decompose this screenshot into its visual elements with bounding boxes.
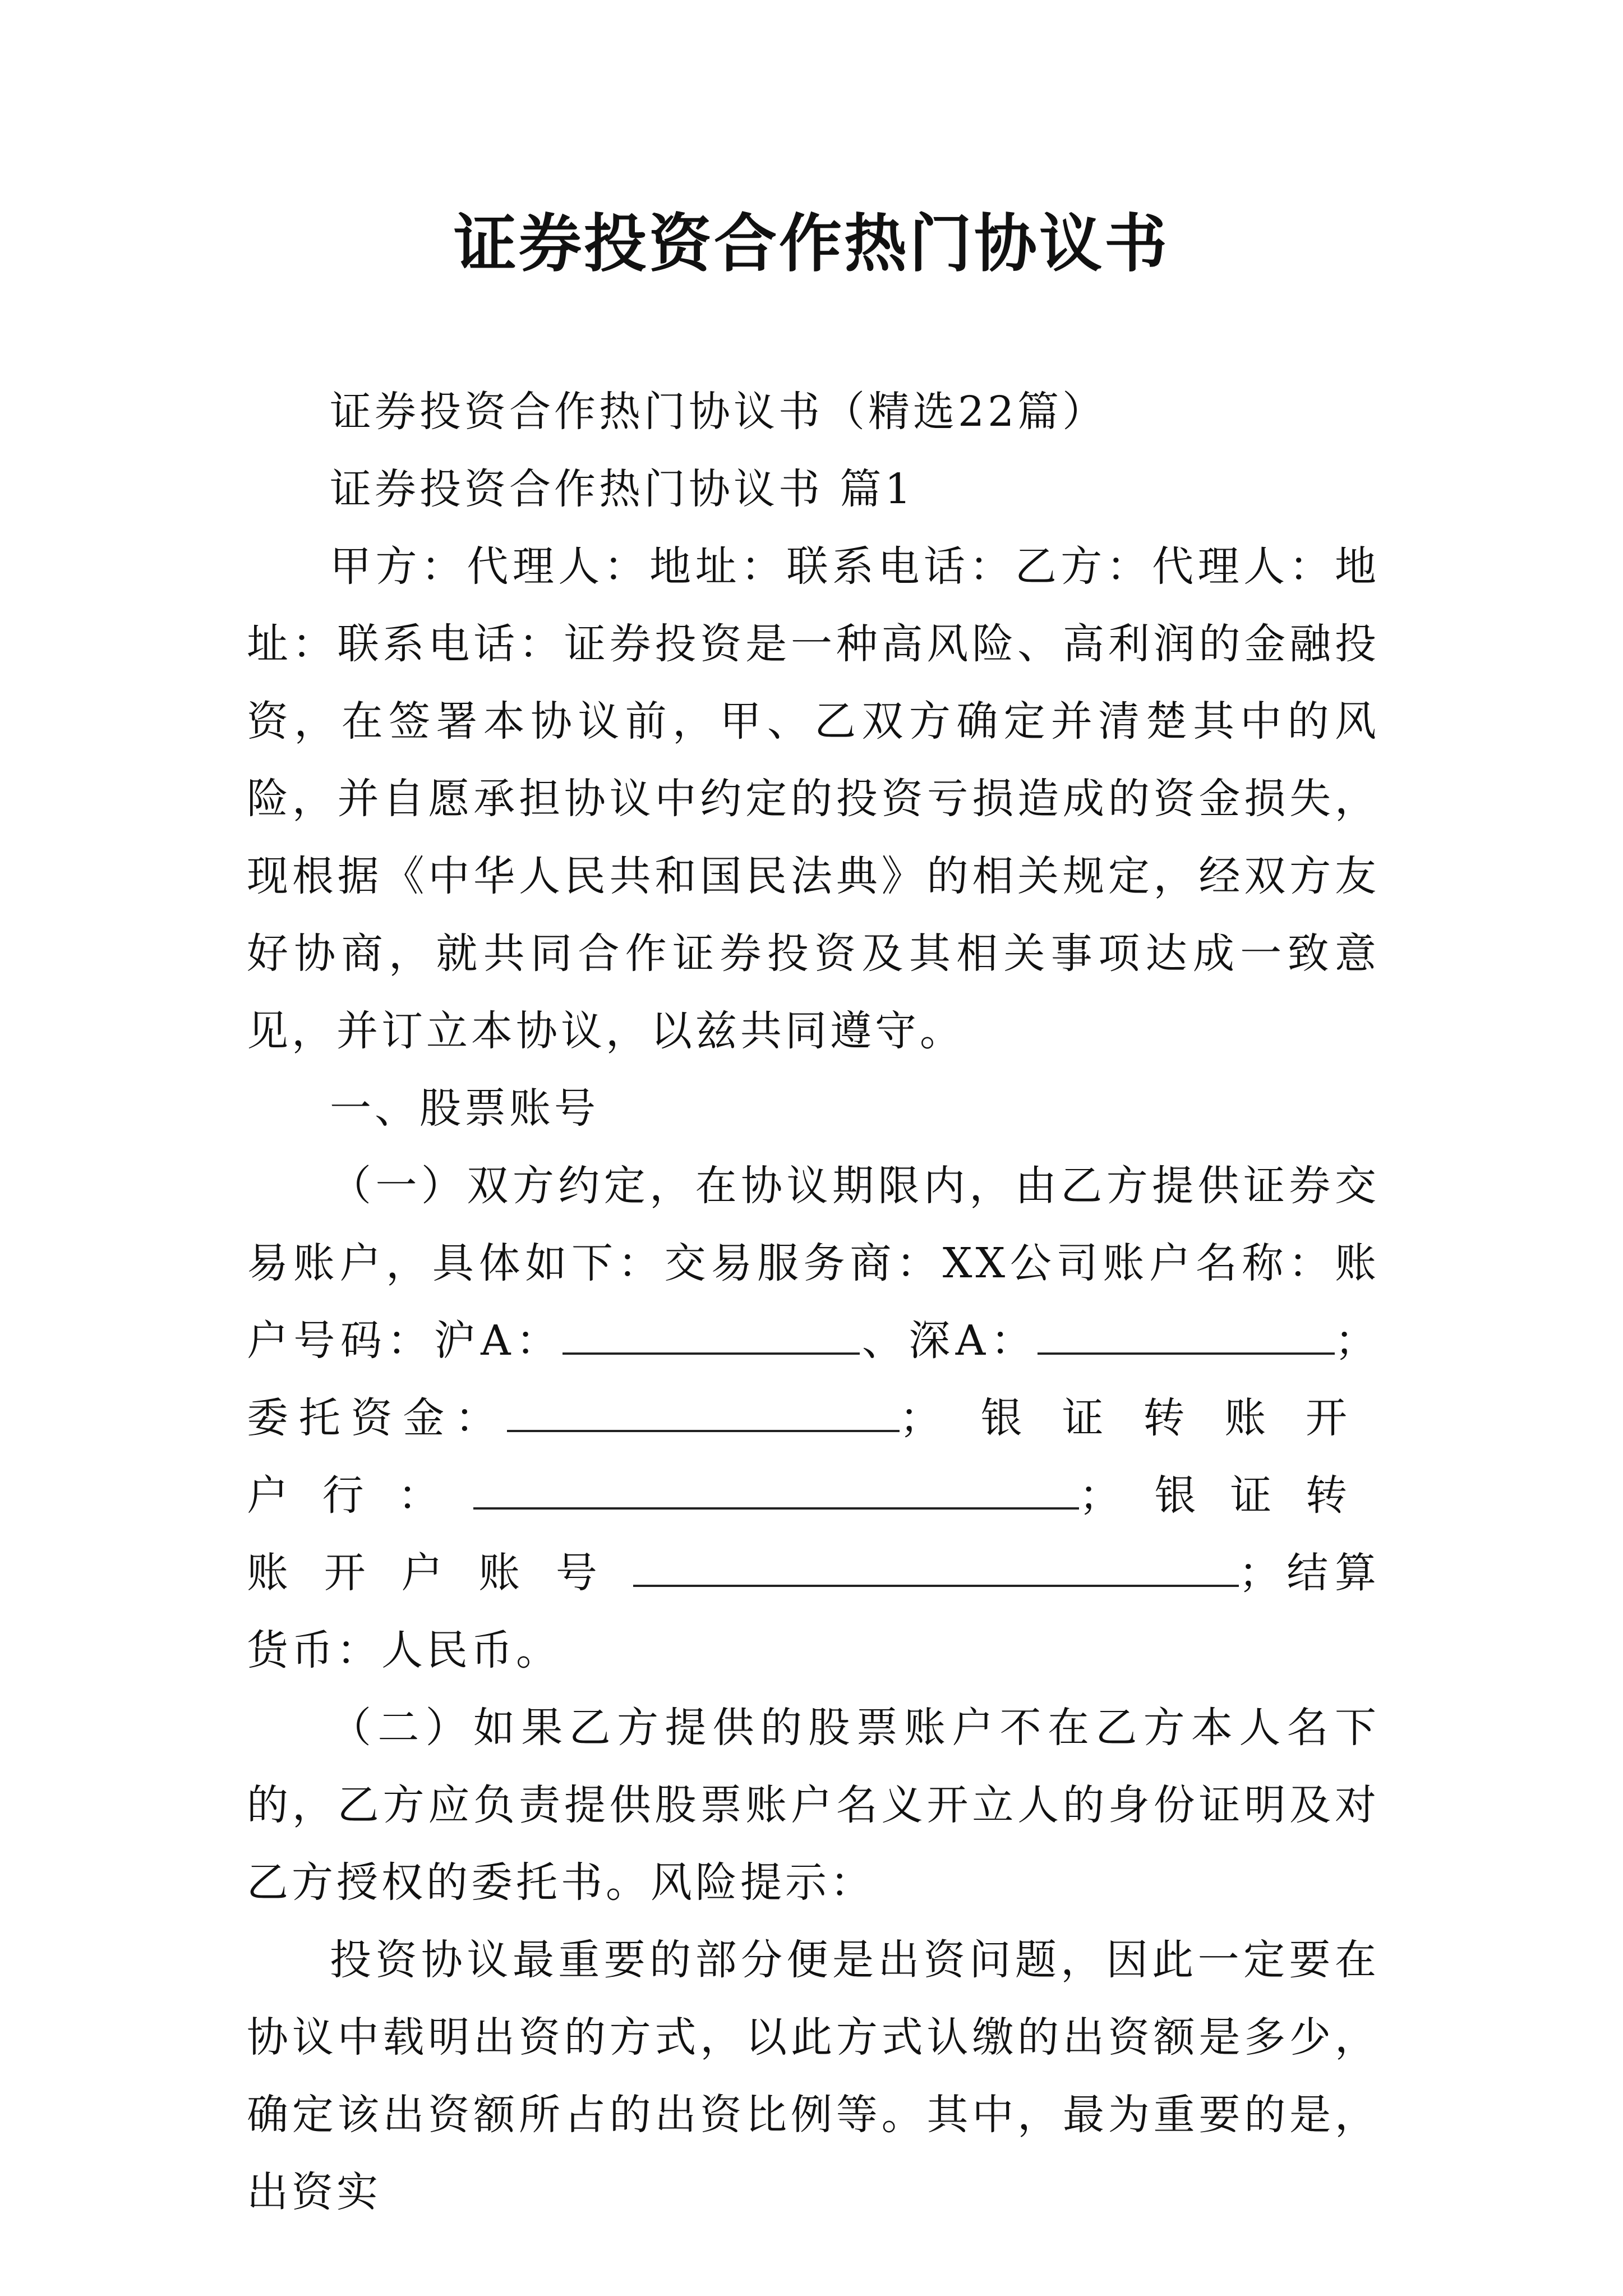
clause-1-text-d: ；银证转账开户行： bbox=[247, 1394, 1380, 1520]
clause-3-paragraph: 投资协议最重要的部分便是出资问题，因此一定要在协议中载明出资的方式，以此方式认缴的出资额是多少，确定该出资额所占的出资比例等。其中，最为重要的是，出资实 bbox=[247, 1936, 1380, 2216]
clause-1-text-a: （一）双方约定，在协议期限内，由乙方提供证券交易账户，具体如下：交易服务商：XX公司账户名称：账户号码：沪A： bbox=[247, 1162, 1380, 1365]
clause-1-text-f: ；结算货币：人民币。 bbox=[247, 1549, 1380, 1674]
blank-transfer-account-number bbox=[633, 1545, 1239, 1587]
document-body bbox=[247, 373, 1380, 2231]
clause-2-paragraph: （二）如果乙方提供的股票账户不在乙方本人名下的，乙方应负责提供股票账户名义开立人的身份证明及对乙方授权的委托书。风险提示： bbox=[247, 1704, 1380, 1907]
document-title: 证券投资合作热门协议书 bbox=[454, 207, 1169, 280]
section-heading: 证券投资合作热门协议书 篇1 bbox=[330, 465, 915, 513]
clause-1-text-e: ；银证转账开户账号 bbox=[247, 1471, 1380, 1597]
clause-1-paragraph bbox=[247, 1147, 1380, 1689]
blank-sh-a-account bbox=[562, 1313, 860, 1355]
blank-entrusted-funds bbox=[507, 1391, 900, 1432]
clause-1-text-c: ；委托资金： bbox=[247, 1317, 1380, 1442]
clause-1-text-b: 、深A： bbox=[860, 1317, 1038, 1365]
intro-paragraph: 甲方：代理人：地址：联系电话：乙方：代理人：地址：联系电话：证券投资是一种高风险、高利润的金融投资，在签署本协议前，甲、乙双方确定并清楚其中的风险，并自愿承担协议中约定的投资亏损造成的资金损失，现根据《中华人民共和国民法典》的相关规定，经双方友好协商，就共同合作证券投资及其相关事项达成一致意见，并订立本协议，以兹共同遵守。 bbox=[247, 542, 1380, 1055]
blank-sz-a-account bbox=[1038, 1313, 1335, 1355]
subtitle-line: 证券投资合作热门协议书（精选22篇） bbox=[330, 388, 1108, 436]
blank-transfer-bank bbox=[473, 1468, 1079, 1510]
heading-stock-account: 一、股票账号 bbox=[330, 1084, 599, 1133]
